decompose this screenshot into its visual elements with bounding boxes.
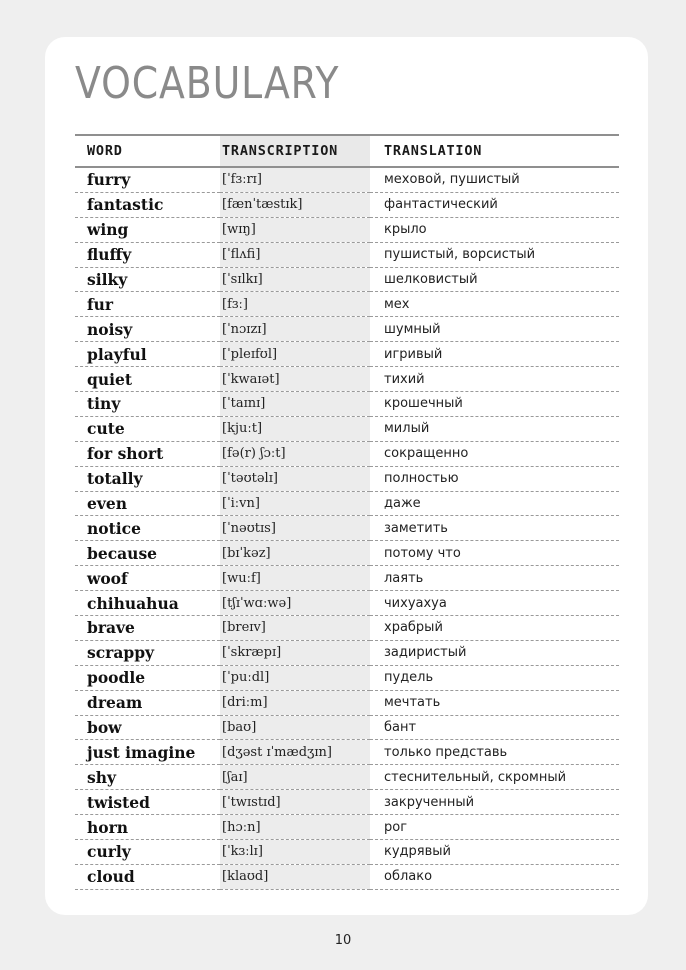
transcription-cell: [breɪv] [220, 616, 370, 641]
page-number: 10 [334, 933, 352, 948]
table-row [75, 441, 619, 466]
transcription-cell: [ˈnɔɪzɪ] [220, 317, 370, 342]
word-cell: fantastic [75, 192, 220, 217]
table-row [75, 765, 619, 790]
transcription-cell: [ˈflʌfi] [220, 242, 370, 267]
transcription-cell: [ˈkwaɪət] [220, 367, 370, 392]
translation-cell: закрученный [370, 790, 619, 815]
translation-cell: задиристый [370, 640, 619, 665]
translation-cell: меховой, пушистый [370, 167, 619, 192]
table-row [75, 690, 619, 715]
translation-cell: мечтать [370, 690, 619, 715]
translation-cell: милый [370, 416, 619, 441]
table-row [75, 591, 619, 616]
vocabulary-table-container [75, 134, 619, 890]
word-cell: fluffy [75, 242, 220, 267]
translation-cell: тихий [370, 367, 619, 392]
word-cell: curly [75, 840, 220, 865]
table-row [75, 292, 619, 317]
table-row [75, 342, 619, 367]
table-row [75, 815, 619, 840]
translation-cell: сокращенно [370, 441, 619, 466]
word-cell: furry [75, 167, 220, 192]
translation-cell: игривый [370, 342, 619, 367]
translation-cell: пудель [370, 665, 619, 690]
word-cell: shy [75, 765, 220, 790]
translation-cell: крыло [370, 217, 619, 242]
transcription-cell: [wuːf] [220, 566, 370, 591]
column-header-transcription: TRANSCRIPTION [220, 135, 370, 167]
word-cell: woof [75, 566, 220, 591]
table-row [75, 665, 619, 690]
table-row [75, 167, 619, 192]
translation-cell: заметить [370, 516, 619, 541]
translation-cell: мех [370, 292, 619, 317]
word-cell: because [75, 541, 220, 566]
word-cell: wing [75, 217, 220, 242]
word-cell: poodle [75, 665, 220, 690]
table-row [75, 317, 619, 342]
table-body [75, 167, 619, 889]
word-cell: chihuahua [75, 591, 220, 616]
table-row [75, 416, 619, 441]
header-row [75, 135, 619, 167]
transcription-cell: [ˈtwɪstɪd] [220, 790, 370, 815]
table-row [75, 740, 619, 765]
transcription-cell: [dʒəst ɪˈmædʒɪn] [220, 740, 370, 765]
table-header [75, 135, 619, 167]
word-cell: just imagine [75, 740, 220, 765]
translation-cell: чихуахуа [370, 591, 619, 616]
column-header-word: WORD [75, 135, 220, 167]
word-cell: dream [75, 690, 220, 715]
table-row [75, 790, 619, 815]
translation-cell: лаять [370, 566, 619, 591]
word-cell: playful [75, 342, 220, 367]
table-row [75, 616, 619, 641]
transcription-cell: [driːm] [220, 690, 370, 715]
word-cell: notice [75, 516, 220, 541]
translation-cell: шелковистый [370, 267, 619, 292]
transcription-cell: [ˈpleɪfʊl] [220, 342, 370, 367]
transcription-cell: [tʃɪˈwɑːwə] [220, 591, 370, 616]
translation-cell: фантастический [370, 192, 619, 217]
word-cell: cute [75, 416, 220, 441]
translation-cell: пушистый, ворсистый [370, 242, 619, 267]
translation-cell: облако [370, 864, 619, 889]
transcription-cell: [ʃaɪ] [220, 765, 370, 790]
transcription-cell: [hɔːn] [220, 815, 370, 840]
translation-cell: храбрый [370, 616, 619, 641]
transcription-cell: [ˈskræpɪ] [220, 640, 370, 665]
table-row [75, 640, 619, 665]
word-cell: brave [75, 616, 220, 641]
translation-cell: бант [370, 715, 619, 740]
transcription-cell: [klaʊd] [220, 864, 370, 889]
translation-cell: рог [370, 815, 619, 840]
transcription-cell: [fɜː] [220, 292, 370, 317]
table-row [75, 367, 619, 392]
word-cell: totally [75, 466, 220, 491]
translation-cell: кудрявый [370, 840, 619, 865]
transcription-cell: [ˈfɜːrɪ] [220, 167, 370, 192]
column-header-translation: TRANSLATION [370, 135, 619, 167]
word-cell: horn [75, 815, 220, 840]
transcription-cell: [fænˈtæstɪk] [220, 192, 370, 217]
table-row [75, 491, 619, 516]
word-cell: tiny [75, 392, 220, 417]
transcription-cell: [fə(r) ʃɔːt] [220, 441, 370, 466]
word-cell: noisy [75, 317, 220, 342]
word-cell: fur [75, 292, 220, 317]
transcription-cell: [bɪˈkəz] [220, 541, 370, 566]
table-row [75, 541, 619, 566]
table-row [75, 192, 619, 217]
transcription-cell: [baʊ] [220, 715, 370, 740]
table-row [75, 840, 619, 865]
translation-cell: только представь [370, 740, 619, 765]
translation-cell: крошечный [370, 392, 619, 417]
word-cell: scrappy [75, 640, 220, 665]
word-cell: quiet [75, 367, 220, 392]
table-row [75, 267, 619, 292]
word-cell: cloud [75, 864, 220, 889]
transcription-cell: [ˈtəʊtəlɪ] [220, 466, 370, 491]
word-cell: twisted [75, 790, 220, 815]
page-title: VOCABULARY [75, 58, 340, 109]
word-cell: for short [75, 441, 220, 466]
transcription-cell: [kjuːt] [220, 416, 370, 441]
word-cell: even [75, 491, 220, 516]
word-cell: silky [75, 267, 220, 292]
word-cell: bow [75, 715, 220, 740]
transcription-cell: [ˈiːvn] [220, 491, 370, 516]
transcription-cell: [ˈtaɪnɪ] [220, 392, 370, 417]
table-row [75, 864, 619, 889]
vocabulary-table [75, 134, 619, 890]
table-row [75, 715, 619, 740]
table-row [75, 566, 619, 591]
transcription-cell: [ˈkɜːlɪ] [220, 840, 370, 865]
table-row [75, 392, 619, 417]
table-row [75, 466, 619, 491]
transcription-cell: [ˈsɪlkɪ] [220, 267, 370, 292]
table-row [75, 217, 619, 242]
translation-cell: потому что [370, 541, 619, 566]
translation-cell: полностью [370, 466, 619, 491]
table-row [75, 516, 619, 541]
translation-cell: стеснительный, скромный [370, 765, 619, 790]
translation-cell: шумный [370, 317, 619, 342]
transcription-cell: [ˈpuːdl] [220, 665, 370, 690]
table-row [75, 242, 619, 267]
translation-cell: даже [370, 491, 619, 516]
transcription-cell: [ˈnəʊtɪs] [220, 516, 370, 541]
transcription-cell: [wɪŋ] [220, 217, 370, 242]
